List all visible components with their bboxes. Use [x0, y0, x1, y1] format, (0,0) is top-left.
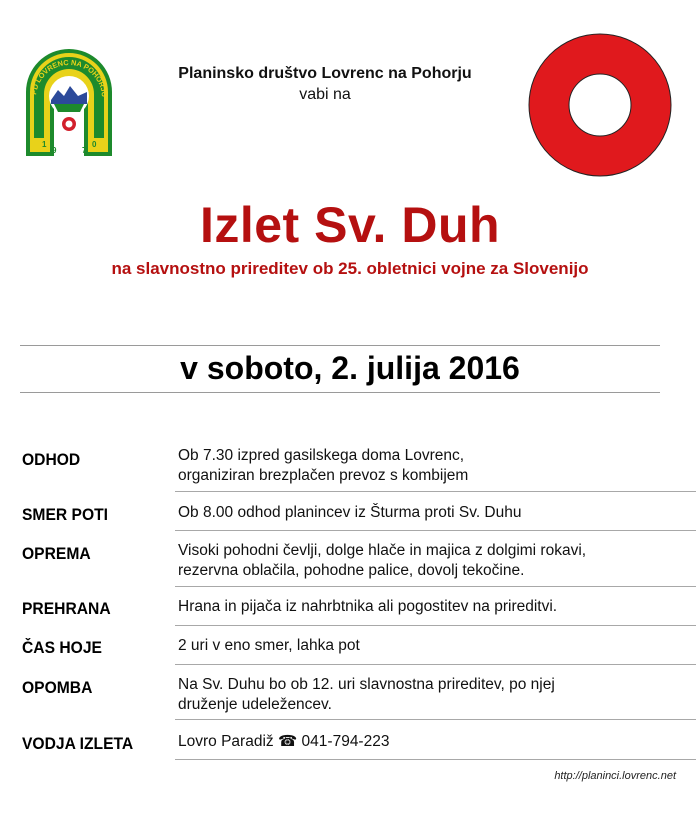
- logo-year-digit: 7: [82, 146, 87, 155]
- detail-value: [178, 446, 672, 486]
- detail-value: [178, 597, 672, 617]
- detail-line: Ob 8.00 odhod planincev iz Šturma proti Sv. Duhu: [178, 504, 522, 521]
- detail-line: druženje udeležencev.: [178, 696, 332, 713]
- logo-year-digit: 0: [92, 140, 97, 149]
- logo-ring-text: PD LOVRENC NA POHORJU: [29, 57, 110, 98]
- row-divider: [175, 491, 696, 492]
- website-url: http://planinci.lovrenc.net: [554, 770, 676, 782]
- organization-name: Planinsko društvo Lovrenc na Pohorju: [178, 65, 472, 82]
- detail-label: OPREMA: [22, 544, 91, 563]
- club-logo: [22, 38, 116, 162]
- row-divider: [175, 530, 696, 531]
- detail-value: [178, 636, 672, 656]
- invite-text: vabi na: [299, 86, 351, 103]
- logo-year-digit: 9: [52, 146, 57, 155]
- detail-line: Hrana in pijača iz nahrbtnika ali pogostitev na prireditvi.: [178, 598, 558, 615]
- detail-value: [178, 732, 672, 752]
- row-divider: [175, 759, 696, 760]
- event-date: v soboto, 2. julija 2016: [180, 350, 520, 386]
- row-divider: [175, 719, 696, 720]
- divider: [20, 392, 660, 393]
- row-divider: [175, 664, 696, 665]
- detail-label: ODHOD: [22, 450, 81, 469]
- detail-label: SMER POTI: [22, 505, 109, 524]
- detail-line: Visoki pohodni čevlji, dolge hlače in majica z dolgimi rokavi,: [178, 542, 587, 559]
- detail-value: [178, 675, 672, 715]
- detail-line: Lovro Paradiž ☎ 041-794-223: [178, 733, 390, 750]
- detail-label: ČAS HOJE: [22, 638, 102, 657]
- horseshoe-logo-icon: [22, 38, 116, 162]
- detail-line: Ob 7.30 izpred gasilskega doma Lovrenc,: [178, 447, 465, 464]
- detail-line: Na Sv. Duhu bo ob 12. uri slavnostna prireditev, po njej: [178, 676, 555, 693]
- detail-line: 2 uri v eno smer, lahka pot: [178, 637, 360, 654]
- event-subtitle: na slavnostno prireditev ob 25. obletnici vojne za Slovenijo: [111, 259, 589, 278]
- divider: [20, 345, 660, 346]
- detail-line: rezervna oblačila, pohodne palice, dovolj tekočine.: [178, 562, 525, 579]
- row-divider: [175, 625, 696, 626]
- detail-label: VODJA IZLETA: [22, 734, 134, 753]
- organization-header: [130, 63, 520, 105]
- detail-label: OPOMBA: [22, 678, 93, 697]
- logo-year-digit: 1: [42, 140, 47, 149]
- detail-label: PREHRANA: [22, 599, 111, 618]
- event-title: Izlet Sv. Duh: [199, 197, 501, 253]
- row-divider: [175, 586, 696, 587]
- detail-line: organiziran brezplačen prevoz s kombijem: [178, 467, 469, 484]
- detail-value: [178, 541, 672, 581]
- red-ring-emblem-icon: [528, 33, 672, 177]
- detail-value: [178, 503, 672, 523]
